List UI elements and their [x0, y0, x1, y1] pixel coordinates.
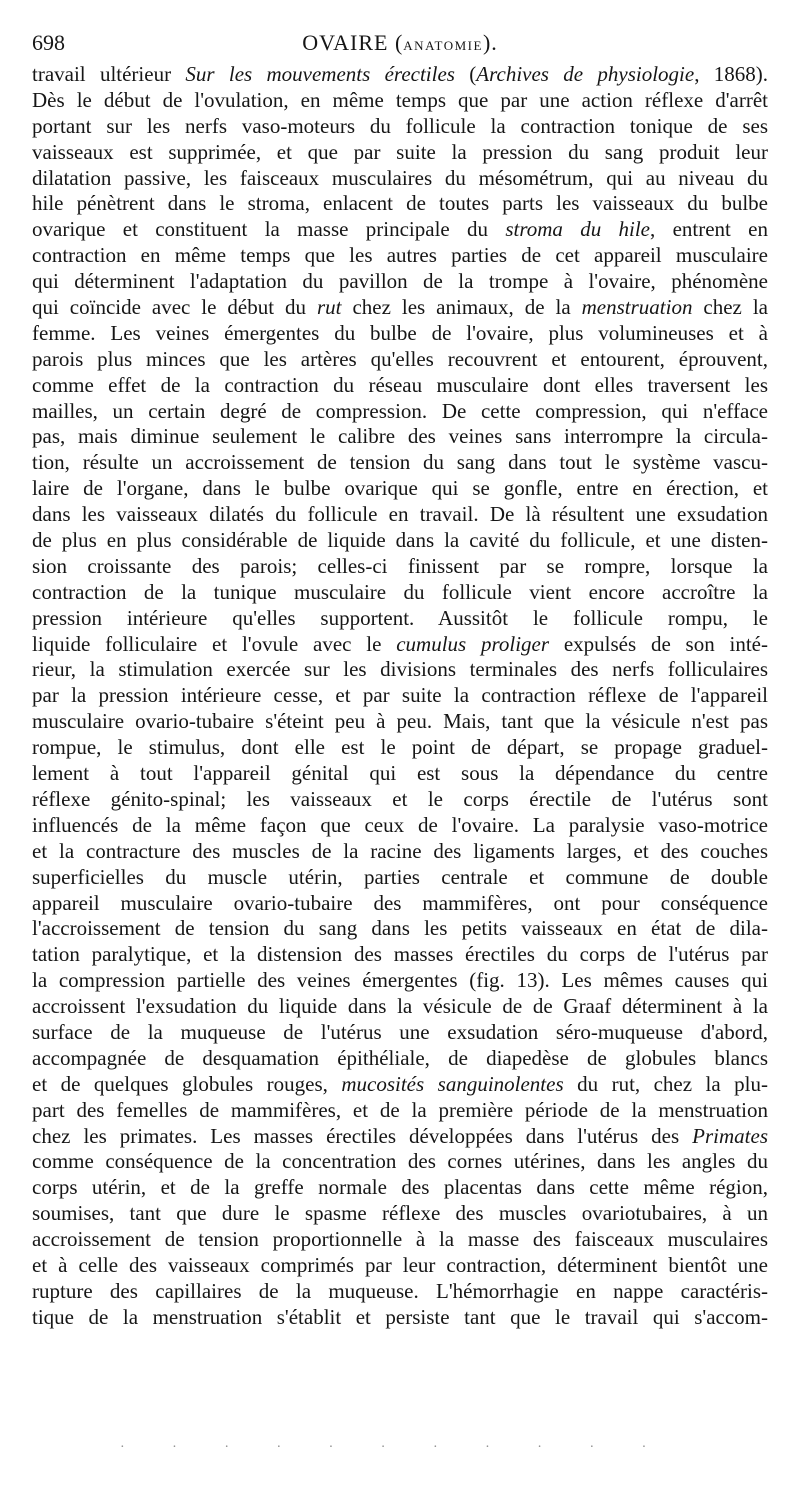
text-line — [32, 839, 768, 865]
footer-smudge: · · · · · · · · · · · — [120, 1440, 669, 1455]
text-segment: tique de la menstruation s'établit et persiste tant que le travail qui s'accom- — [32, 1304, 768, 1329]
text-segment: par la pression intérieure cesse, et par suite la contraction réflexe de l'appareil — [32, 683, 768, 708]
text-segment: superficielles du muscle utérin, parties centrale et commune de double — [32, 864, 768, 889]
text-segment: comme conséquence de la concentration des cornes utérines, dans les angles du — [32, 1149, 768, 1174]
text-segment: qui déterminent l'adaptation du pavillon de la trompe à l'ovaire, phénomène — [32, 269, 768, 294]
running-title-main: OVAIRE — [302, 30, 389, 55]
text-segment: dans les vaisseaux dilatés du follicule en travail. De là résultent une exsudation — [32, 502, 768, 527]
text-segment: du rut, chez la plu- — [563, 1071, 768, 1096]
text-line — [32, 114, 768, 140]
text-segment: rieur, la stimulation exercée sur les divisions terminales des nerfs folliculaires — [32, 657, 768, 682]
text-line — [32, 166, 768, 192]
text-line — [32, 891, 768, 917]
text-line — [32, 1020, 768, 1046]
text-line — [32, 916, 768, 942]
text-segment: ovarique et constituent la masse principale du — [32, 217, 506, 242]
text-segment: laire de l'organe, dans le bulbe ovarique qui se gonfle, entre en érection, et — [32, 476, 768, 501]
text-line — [32, 140, 768, 166]
text-line — [32, 942, 768, 968]
text-line — [32, 1046, 768, 1072]
text-line — [32, 554, 768, 580]
text-line — [32, 1072, 768, 1098]
text-line — [32, 761, 768, 787]
italic-text: menstruation — [581, 295, 693, 320]
text-line — [32, 1149, 768, 1175]
text-segment: sion croissante des parois; celles-ci finissent par se rompre, lorsque la — [32, 553, 768, 578]
italic-text: rut — [317, 295, 342, 320]
text-segment: travail ultérieur — [32, 62, 186, 86]
italic-text: Primates — [692, 1123, 768, 1148]
text-segment: pas, mais diminue seulement le calibre des veines sans interrompre la circula- — [32, 424, 768, 449]
italic-text: cumulus proliger — [396, 631, 550, 656]
running-header — [32, 26, 768, 60]
body-text — [32, 62, 768, 1331]
text-line — [32, 191, 768, 217]
text-segment: mailles, un certain degré de compression. De cette compression, qui n'efface — [32, 398, 768, 423]
text-line — [32, 1098, 768, 1124]
text-segment: de plus en plus considérable de liquide dans la cavité du follicule, et une disten- — [32, 528, 768, 553]
text-segment: influencés de la même façon que ceux de l'ovaire. La paralysie vaso-motrice — [32, 812, 768, 837]
running-title-paren-open: ( — [394, 30, 404, 55]
text-line — [32, 347, 768, 373]
text-line — [32, 62, 768, 88]
text-segment: surface de la muqueuse de l'utérus une exsudation séro-muqueuse d'abord, — [32, 1019, 768, 1044]
text-segment: qui coïncide avec le début du — [32, 295, 317, 320]
text-segment: contraction en même temps que les autres parties de cet appareil musculaire — [32, 243, 768, 268]
text-line — [32, 450, 768, 476]
page-number: 698 — [32, 30, 65, 55]
text-line — [32, 735, 768, 761]
text-line — [32, 217, 768, 243]
text-segment: rupture des capillaires de la muqueuse. L'hémorrhagie en nappe caractéris- — [32, 1278, 768, 1303]
text-line — [32, 968, 768, 994]
text-segment: comme effet de la contraction du réseau musculaire dont elles traversent les — [32, 372, 768, 397]
text-line — [32, 1305, 768, 1331]
text-line — [32, 528, 768, 554]
text-segment: corps utérin, et de la greffe normale des placentas dans cette même région, — [32, 1175, 768, 1200]
text-line — [32, 683, 768, 709]
text-segment: liquide folliculaire et l'ovule avec le — [32, 631, 397, 656]
text-line — [32, 424, 768, 450]
text-line — [32, 632, 768, 658]
text-segment: tation paralytique, et la distension des masses érectiles du corps de l'utérus par — [32, 942, 768, 967]
text-line — [32, 399, 768, 425]
text-line — [32, 580, 768, 606]
text-line — [32, 269, 768, 295]
text-segment: femme. Les veines émergentes du bulbe de l'ovaire, plus volumineuses et à — [32, 320, 768, 345]
text-segment: ( — [454, 62, 477, 86]
text-segment: tion, résulte un accroissement de tension du sang dans tout le système vascu- — [32, 450, 768, 475]
text-line — [32, 1175, 768, 1201]
text-segment: portant sur les nerfs vaso-moteurs du follicule la contraction tonique de ses — [32, 113, 768, 138]
text-line — [32, 709, 768, 735]
text-line — [32, 606, 768, 632]
text-line — [32, 243, 768, 269]
text-line — [32, 994, 768, 1020]
text-segment: part des femelles de mammifères, et de la première période de la menstruation — [32, 1097, 768, 1122]
text-line — [32, 502, 768, 528]
text-segment: , 1868). — [694, 62, 768, 86]
text-segment: pression intérieure qu'elles supportent. Aussitôt le follicule rompu, le — [32, 605, 768, 630]
italic-text: Sur les mouvements érectiles — [185, 62, 455, 86]
text-segment: expulsés de son inté- — [549, 631, 768, 656]
text-segment: l'accroissement de tension du sang dans les petits vaisseaux en état de dila- — [32, 916, 768, 941]
text-segment: et la contracture des muscles de la racine des ligaments larges, et des couches — [32, 838, 768, 863]
text-line — [32, 1201, 768, 1227]
text-line — [32, 373, 768, 399]
text-line — [32, 787, 768, 813]
text-segment: et à celle des vaisseaux comprimés par leur contraction, déterminent bientôt une — [32, 1252, 768, 1277]
text-segment: dilatation passive, les faisceaux musculaires du mésométrum, qui au niveau du — [32, 165, 768, 190]
text-line — [32, 657, 768, 683]
text-segment: musculaire ovario-tubaire s'éteint peu à peu. Mais, tant que la vésicule n'est pas — [32, 709, 768, 734]
text-segment: accroissent l'exsudation du liquide dans la vésicule de de Graaf déterminent à la — [32, 994, 768, 1019]
text-segment: vaisseaux est supprimée, et que par suite la pression du sang produit leur — [32, 139, 768, 164]
text-segment: , entrent en — [650, 217, 768, 242]
text-line — [32, 1124, 768, 1150]
text-segment: accompagnée de desquamation épithéliale, de diapedèse de globules blancs — [32, 1045, 768, 1070]
text-segment: et de quelques globules rouges, — [32, 1071, 342, 1096]
text-segment: réflexe génito-spinal; les vaisseaux et le corps érectile de l'utérus sont — [32, 786, 768, 811]
text-segment: hile pénètrent dans le stroma, enlacent de toutes parts les vaisseaux du bulbe — [32, 191, 768, 216]
text-line — [32, 1227, 768, 1253]
text-segment: Dès le début de l'ovulation, en même temps que par une action réflexe d'arrêt — [32, 87, 768, 112]
italic-text: Archives de physiologie — [476, 62, 695, 86]
text-segment: lement à tout l'appareil génital qui est sous la dépendance du centre — [32, 761, 768, 786]
italic-text: mucosités sanguinolentes — [341, 1071, 564, 1096]
text-line — [32, 813, 768, 839]
text-line — [32, 88, 768, 114]
text-segment: parois plus minces que les artères qu'elles recouvrent et entourent, éprouvent, — [32, 346, 768, 371]
text-segment: appareil musculaire ovario-tubaire des mammifères, ont pour conséquence — [32, 890, 768, 915]
text-line — [32, 1279, 768, 1305]
text-segment: chez la — [692, 295, 768, 320]
text-segment: chez les animaux, de la — [341, 295, 582, 320]
text-line — [32, 865, 768, 891]
italic-text: stroma du hile — [505, 217, 651, 242]
text-line — [32, 476, 768, 502]
running-title-subtitle: ANATOMIE — [403, 38, 483, 53]
text-line — [32, 321, 768, 347]
running-title — [32, 26, 768, 63]
text-line — [32, 1253, 768, 1279]
text-segment: chez les primates. Les masses érectiles développées dans l'utérus des — [32, 1123, 693, 1148]
text-segment: contraction de la tunique musculaire du follicule vient encore accroître la — [32, 579, 768, 604]
text-segment: soumises, tant que dure le spasme réflexe des muscles ovariotubaires, à un — [32, 1201, 768, 1226]
text-segment: accroissement de tension proportionnelle à la masse des faisceaux musculaires — [32, 1227, 768, 1252]
text-segment: la compression partielle des veines émergentes (fig. 13). Les mêmes causes qui — [32, 968, 768, 993]
text-line — [32, 295, 768, 321]
text-segment: rompue, le stimulus, dont elle est le point de départ, se propage graduel- — [32, 735, 768, 760]
running-title-paren-close: ). — [482, 30, 498, 55]
